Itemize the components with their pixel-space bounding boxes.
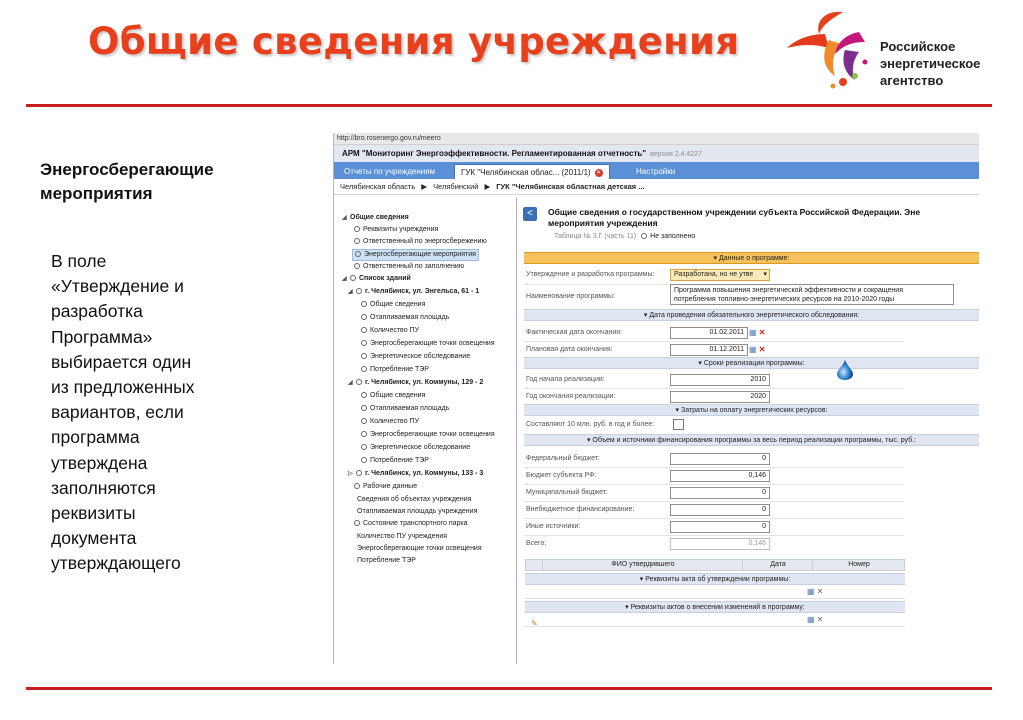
body-line: вариантов, если — [51, 402, 184, 423]
tree-item[interactable]: Количество ПУ учреждения — [357, 533, 448, 540]
tab-label: Настройки — [636, 167, 676, 176]
tree-item-label: г. Челябинск, ул. Энгельса, 61 - 1 — [365, 288, 480, 295]
tree-item-label: Потребление ТЭР — [370, 366, 429, 373]
tree-item[interactable] — [361, 417, 419, 427]
changes-group-header[interactable]: ▾ Реквизиты актов о внесении изменений в программу: — [525, 601, 905, 613]
body-line: реквизиты — [51, 503, 136, 524]
calendar-icon[interactable]: ▦ — [807, 615, 815, 624]
tree-item[interactable] — [361, 339, 495, 349]
tree-item[interactable] — [354, 237, 487, 247]
logo-line: агентство — [880, 73, 944, 88]
status-circle-icon — [356, 470, 362, 476]
column-header[interactable]: Номер — [812, 560, 905, 570]
tree-item-label: Энергосберегающие точки освещения — [370, 340, 495, 347]
body-line: выбирается один — [51, 351, 192, 372]
table-row[interactable] — [525, 614, 905, 627]
status-circle-icon — [641, 233, 647, 239]
federal-label: Федеральный бюджет: — [526, 455, 600, 462]
actual-end-date-field[interactable]: 01.02.2011 — [670, 327, 748, 339]
logo-line: Российское — [880, 39, 956, 54]
section-funding-header[interactable]: ▾ Объем и источники финансирования программы за весь период реализации программы, тыс. руб.: — [524, 434, 979, 446]
status-circle-icon — [354, 238, 360, 244]
status-circle-icon — [361, 405, 367, 411]
app-version: версия 2.4.4227 — [650, 151, 702, 158]
start-year-field[interactable]: 2010 — [670, 374, 770, 386]
tree-item-selected[interactable] — [352, 249, 479, 261]
section-survey-header[interactable]: ▾ Дата проведения обязательного энергетического обследования: — [524, 309, 979, 321]
logo-bird-icon — [785, 4, 877, 96]
tree-item-label: Ответственный по заполнению — [363, 263, 465, 270]
delete-icon[interactable]: ✕ — [758, 345, 766, 354]
tree-item[interactable] — [348, 469, 483, 479]
section-label: Данные о программе: — [719, 255, 790, 262]
cursor-droplet-icon — [835, 359, 855, 381]
tree-item[interactable] — [361, 430, 495, 440]
row-divider — [524, 341, 904, 342]
tree-item[interactable] — [361, 391, 425, 401]
tree-item-label: Общие сведения — [350, 214, 409, 221]
tree-item[interactable] — [354, 519, 468, 529]
tree-item[interactable] — [361, 326, 419, 336]
body-line: программа — [51, 427, 140, 448]
tree-item[interactable] — [361, 443, 470, 453]
tree-item-label: Ответственный по энергосбережению — [363, 238, 487, 245]
logo-line: энергетическое — [880, 56, 981, 71]
back-button[interactable]: < — [523, 207, 537, 221]
heading-line: Энергосберегающие — [40, 160, 214, 179]
table-number: Таблица № 3.Г (часть 11) — [554, 233, 637, 240]
status-circle-icon — [354, 226, 360, 232]
tree-item-label: Общие сведения — [370, 392, 426, 399]
status-circle-icon — [361, 340, 367, 346]
row-divider — [524, 501, 904, 502]
status-circle-icon — [361, 444, 367, 450]
program-name-label: Наименование программы: — [526, 293, 615, 300]
regional-budget-field[interactable]: 0,146 — [670, 470, 770, 482]
total-label: Всего: — [526, 540, 547, 547]
offbudget-field[interactable]: 0 — [670, 504, 770, 516]
slide-title: Общие сведения учреждения — [88, 20, 740, 63]
breadcrumb-item[interactable]: Челябинский — [433, 182, 479, 191]
logo-text — [880, 38, 980, 89]
status-circle-icon — [356, 288, 362, 294]
tree-item-label: Общие сведения — [370, 301, 426, 308]
actual-end-label: Фактическая дата окончания: — [526, 329, 622, 336]
left-body-text — [51, 249, 251, 577]
tree-expand-icon[interactable]: ◢ — [348, 289, 353, 295]
status-circle-icon — [361, 366, 367, 372]
body-line: утверждающего — [51, 553, 181, 574]
status-circle-icon — [361, 327, 367, 333]
tree-item[interactable] — [361, 404, 449, 414]
content-title-line: Общие сведения о государственном учреждении субъекта Российской Федерации. Эне — [548, 207, 921, 217]
offbudget-label: Внебюджетное финансирование: — [526, 506, 635, 513]
tree-expand-icon[interactable]: ◢ — [348, 380, 353, 386]
tree-expand-icon[interactable]: ◢ — [342, 215, 347, 221]
end-year-field[interactable]: 2020 — [670, 391, 770, 403]
tree-item[interactable]: Потребление ТЭР — [357, 557, 416, 564]
app-title-bar — [334, 145, 979, 162]
close-tab-icon[interactable]: ✕ — [596, 169, 602, 176]
status-circle-icon — [361, 418, 367, 424]
breadcrumb-separator-icon: ▶ — [484, 182, 491, 191]
approval-value: Разработана, но не утве — [674, 271, 754, 278]
section-label: Объем и источники финансирования программы за весь период реализации программы, тыс. руб.: — [592, 437, 917, 444]
content-title — [548, 207, 979, 229]
row-divider — [524, 388, 904, 389]
row-divider — [524, 518, 904, 519]
planned-end-icons — [749, 345, 766, 354]
status-circle-icon — [355, 251, 361, 257]
tree-item[interactable] — [361, 352, 470, 362]
tree-collapse-icon[interactable]: ▷ — [348, 471, 353, 477]
tree-item-label: Энергетическое обследование — [370, 444, 471, 451]
tree-item[interactable] — [354, 482, 417, 492]
tree-expand-icon[interactable]: ◢ — [342, 276, 347, 282]
tree-item-label: Количество ПУ — [370, 327, 420, 334]
address-bar[interactable]: http://bro.rosenergo.gov.ru/meero — [334, 133, 979, 145]
body-line: из предложенных — [51, 377, 195, 398]
status-circle-icon — [361, 457, 367, 463]
tree-item[interactable] — [354, 262, 464, 272]
tab-settings[interactable] — [630, 164, 681, 179]
tree-item-label: Потребление ТЭР — [370, 457, 429, 464]
tree-item-label: г. Челябинск, ул. Коммуны, 129 - 2 — [365, 379, 484, 386]
approval-label: Утверждение и разработка программы: — [526, 271, 655, 278]
breadcrumb — [334, 179, 979, 195]
column-header[interactable]: Дата — [742, 560, 813, 570]
delete-icon[interactable]: ✕ — [758, 328, 766, 337]
federal-budget-field[interactable]: 0 — [670, 453, 770, 465]
calendar-icon[interactable]: ▦ — [749, 328, 757, 337]
tree-item-label: Энергосберегающие точки освещения — [370, 431, 495, 438]
status-circle-icon — [350, 275, 356, 281]
status-circle-icon — [361, 301, 367, 307]
program-name-line: потребления топливно-энергетических ресурсов на 2010-2020 годы — [674, 296, 895, 303]
content-title-line: мероприятия учреждения — [548, 218, 658, 228]
section-label: Реквизиты актов о внесении изменений в программу: — [630, 604, 805, 611]
tree-item[interactable] — [361, 313, 449, 323]
status-circle-icon — [354, 263, 360, 269]
municipal-label: Муниципальный бюджет: — [526, 489, 608, 496]
status-circle-icon — [361, 314, 367, 320]
costs-label: Составляют 10 млн. руб. в год и более: — [526, 421, 655, 428]
pencil-icon[interactable]: ✎ — [531, 619, 538, 628]
body-line: разработка — [51, 301, 143, 322]
app-screenshot — [333, 133, 979, 664]
tab-institution[interactable] — [454, 164, 610, 179]
section-label: Дата проведения обязательного энергетического обследования: — [649, 312, 860, 319]
tree-item-label: Энергетическое обследование — [370, 353, 471, 360]
tree-item[interactable] — [342, 213, 409, 223]
tree-item[interactable]: Отапливаемая площадь учреждения — [357, 508, 478, 515]
body-line: документа — [51, 528, 137, 549]
top-rule — [26, 104, 992, 107]
status-circle-icon — [361, 431, 367, 437]
bottom-rule — [26, 687, 992, 690]
section-costs-header[interactable]: ▾ Затраты на оплату энергетических ресурсов: — [524, 404, 979, 416]
actual-end-icons — [749, 328, 766, 337]
status-circle-icon — [361, 353, 367, 359]
act-group-header[interactable]: ▾ Реквизиты акта об утверждении программы: — [525, 573, 905, 585]
delete-icon[interactable]: ✕ — [816, 615, 824, 624]
section-label: Затраты на оплату энергетических ресурсов: — [680, 407, 828, 414]
tree-item[interactable] — [342, 274, 411, 284]
tree-item-label: Энергосберегающие мероприятия — [364, 251, 476, 258]
start-year-label: Год начала реализации: — [526, 376, 605, 383]
row-icons — [807, 587, 824, 596]
tree-item[interactable]: Энергосберегающие точки освещения — [357, 545, 482, 552]
table-row[interactable] — [525, 586, 905, 599]
tree-item-label: Количество ПУ — [370, 418, 420, 425]
body-line: утверждена — [51, 452, 148, 473]
row-icons — [807, 615, 824, 624]
tree-item[interactable] — [361, 365, 429, 375]
program-name-field[interactable] — [670, 284, 954, 305]
dropdown-arrow-icon[interactable]: ▾ — [763, 271, 767, 278]
approval-select[interactable] — [670, 269, 770, 281]
row-divider — [524, 467, 904, 468]
navigation-tree — [334, 197, 517, 664]
body-line: «Утверждение и — [51, 276, 184, 297]
body-line: заполняются — [51, 477, 156, 498]
status-circle-icon — [361, 392, 367, 398]
row-divider — [524, 535, 904, 536]
program-name-line: Программа повышения энергетической эффективности и сокращения — [674, 287, 903, 294]
tree-item-label: Список зданий — [359, 275, 411, 282]
tree-item[interactable] — [354, 225, 438, 235]
calendar-icon[interactable]: ▦ — [749, 345, 757, 354]
breadcrumb-item[interactable]: Челябинская область — [340, 182, 416, 191]
delete-icon[interactable]: ✕ — [816, 587, 824, 596]
section-label: Сроки реализации программы: — [703, 360, 805, 367]
tree-item[interactable] — [348, 378, 483, 388]
approvals-table-header — [525, 559, 905, 571]
status-circle-icon — [354, 520, 360, 526]
row-divider — [524, 484, 904, 485]
table-subtitle — [554, 233, 695, 240]
tree-item-label: Рабочие данные — [363, 483, 418, 490]
tab-reports[interactable] — [338, 164, 441, 179]
calendar-icon[interactable]: ▦ — [807, 587, 815, 596]
section-terms-header[interactable]: ▾ Сроки реализации программы: — [524, 357, 979, 369]
tree-item-label: Отапливаемая площадь — [370, 314, 450, 321]
tab-label: ГУК "Челябинская облас... (2011/1) — [461, 168, 591, 177]
planned-end-label: Плановая дата окончания: — [526, 346, 613, 353]
tree-item-label: г. Челябинск, ул. Коммуны, 133 - 3 — [365, 470, 484, 477]
costs-checkbox[interactable] — [673, 419, 684, 430]
fill-status: Не заполнено — [650, 233, 696, 240]
column-header[interactable]: ФИО утвердившего — [542, 560, 743, 570]
left-heading — [40, 158, 300, 206]
section-label: Реквизиты акта об утверждении программы: — [645, 576, 791, 583]
tab-bar — [334, 162, 979, 179]
heading-line: мероприятия — [40, 184, 153, 203]
other-sources-field[interactable]: 0 — [670, 521, 770, 533]
status-circle-icon — [356, 379, 362, 385]
other-sources-label: Иные источники: — [526, 523, 581, 530]
tree-item[interactable]: Сведения об объектах учреждения — [357, 496, 472, 503]
total-field: 0,146 — [670, 538, 770, 550]
body-line: Программа» — [51, 326, 153, 347]
tree-item-label: Реквизиты учреждения — [363, 226, 439, 233]
status-circle-icon — [354, 483, 360, 489]
end-year-label: Год окончания реализации: — [526, 393, 616, 400]
municipal-budget-field[interactable]: 0 — [670, 487, 770, 499]
regional-label: Бюджет субъекта РФ: — [526, 472, 597, 479]
app-title: АРМ "Мониторинг Энергоэффективности. Регламентированная отчетность" — [342, 149, 647, 158]
tree-item-label: Состояние транспортного парка — [363, 520, 468, 527]
tree-item[interactable] — [348, 287, 479, 297]
breadcrumb-item[interactable]: ГУК "Челябинская областная детская ... — [496, 182, 645, 191]
breadcrumb-separator-icon: ▶ — [421, 182, 428, 191]
tab-label: Отчеты по учреждениям — [344, 167, 436, 176]
planned-end-date-field[interactable]: 01.12.2011 — [670, 344, 748, 356]
tree-item[interactable] — [361, 456, 429, 466]
body-line: В поле — [51, 251, 107, 271]
tree-item[interactable] — [361, 300, 425, 310]
section-program-header[interactable]: ▾ Данные о программе: — [524, 252, 979, 264]
tree-item-label: Отапливаемая площадь — [370, 405, 450, 412]
